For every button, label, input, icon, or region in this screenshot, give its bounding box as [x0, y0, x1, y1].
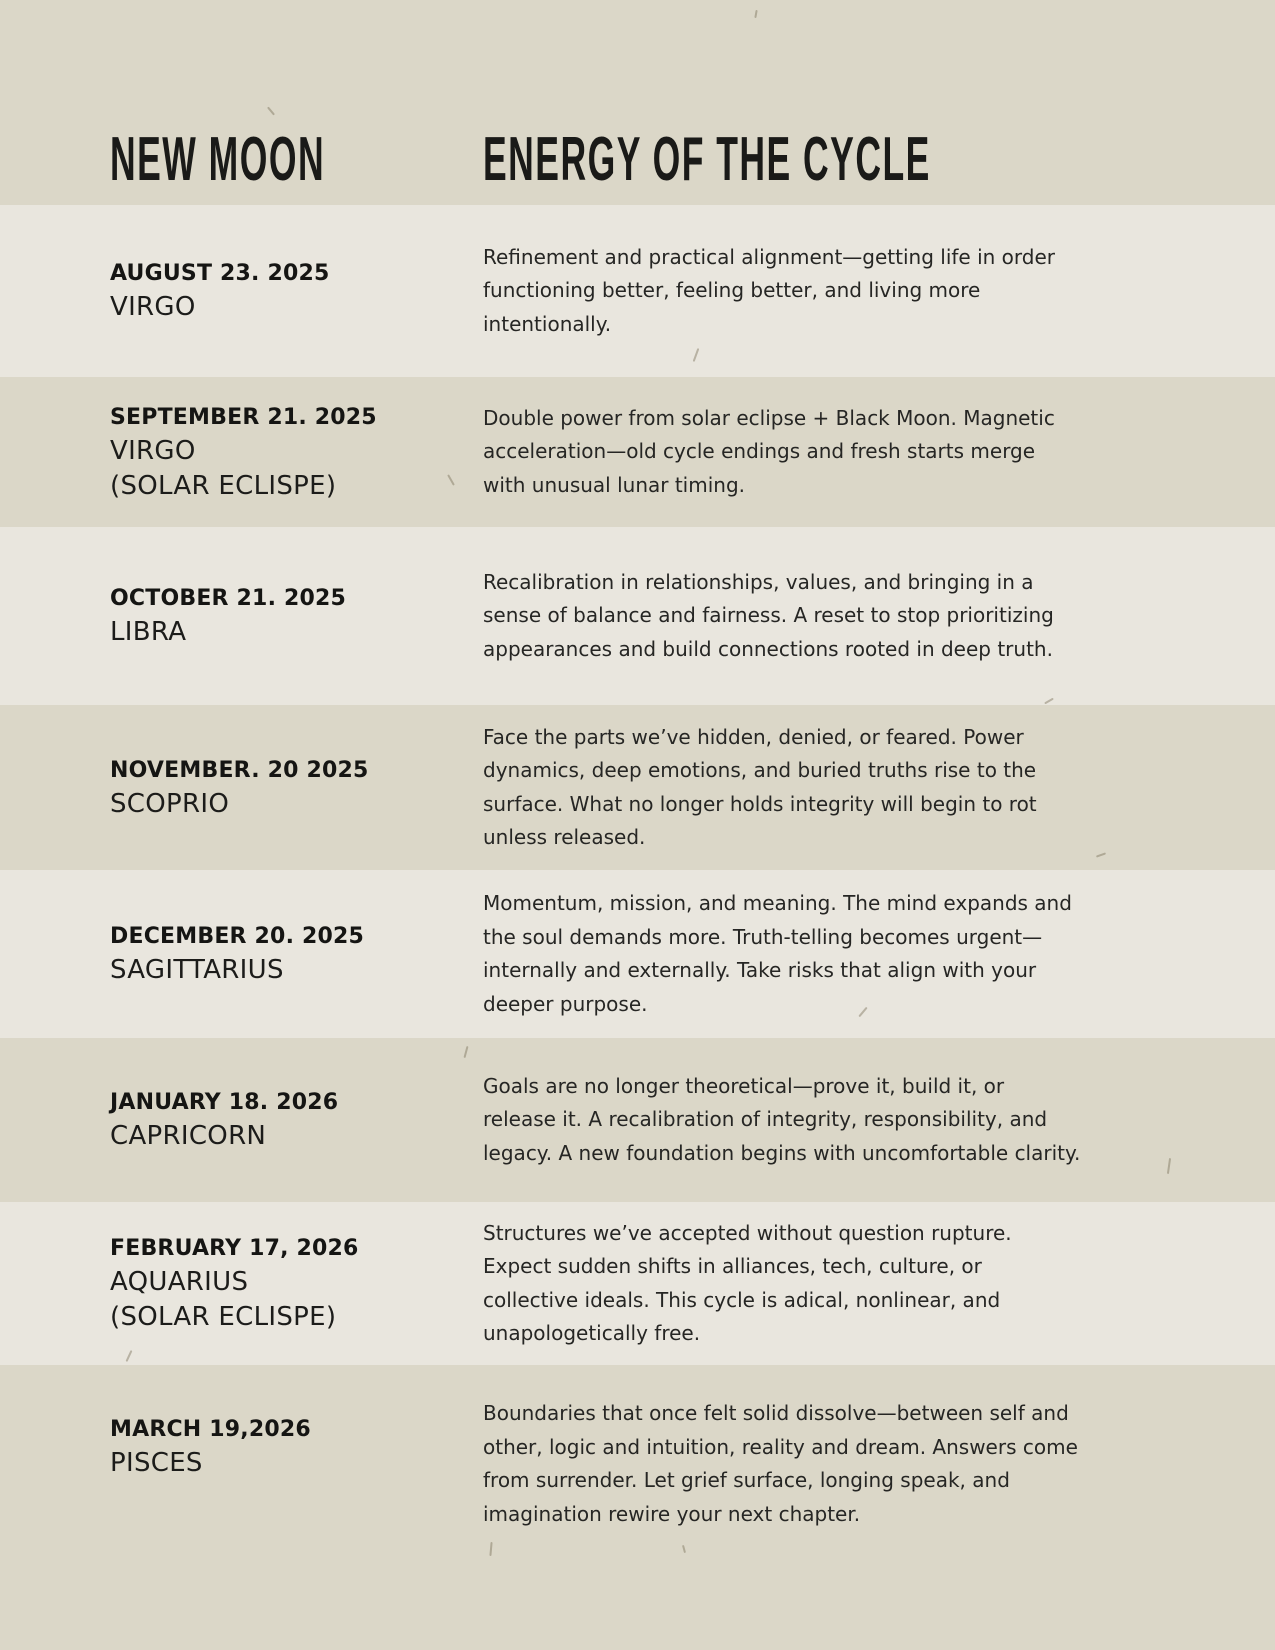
row-description: Boundaries that once felt solid dissolve—between self and other, logic and intuition, reality and dream. Answers come from surrender. Let grief surface, longing speak, and imagination rewire your next chapter.	[483, 1401, 1078, 1526]
table-row	[0, 1202, 1275, 1365]
row-date: AUGUST 23. 2025	[110, 261, 330, 286]
row-description: Refinement and practical alignment—getting life in order functioning better, feeling better, and living more intentionally.	[483, 244, 1056, 336]
row-sign: CAPRICORN	[110, 1121, 267, 1151]
table-row	[0, 205, 1275, 377]
row-description: Goals are no longer theoretical—prove it, build it, or release it. A recalibration of integrity, responsibility, and legacy. A new foundation begins with uncomfortable clarity.	[483, 1073, 1081, 1165]
row-note: (SOLAR ECLISPE)	[110, 470, 337, 501]
table-row	[0, 1038, 1275, 1202]
row-sign: LIBRA	[110, 617, 187, 647]
row-energy-cell	[483, 1038, 1275, 1202]
header-right-cell	[483, 0, 1275, 205]
row-date: SEPTEMBER 21. 2025	[110, 404, 377, 430]
row-energy-cell	[483, 377, 1275, 527]
row-energy-cell	[483, 1365, 1275, 1650]
row-description: Momentum, mission, and meaning. The mind expands and the soul demands more. Truth-telling becomes urgent—internally and externally. Take risks that align with your deeper purpose.	[483, 891, 1072, 1016]
table-row	[0, 705, 1275, 870]
row-sign: SAGITTARIUS	[110, 955, 284, 985]
row-description: Recalibration in relationships, values, and bringing in a sense of balance and fairness. A reset to stop prioritizing appearances and build connections rooted in deep truth.	[483, 569, 1054, 661]
row-moon-cell	[0, 205, 483, 377]
row-energy-cell	[483, 1202, 1275, 1365]
row-moon-cell	[0, 870, 483, 1038]
table-row	[0, 1365, 1275, 1650]
row-date: JANUARY 18. 2026	[110, 1090, 339, 1115]
row-date: OCTOBER 21. 2025	[110, 586, 347, 611]
row-sign: SCOPRIO	[110, 788, 230, 819]
row-moon-cell	[0, 1202, 483, 1365]
row-moon-cell	[0, 527, 483, 705]
row-date: NOVEMBER. 20 2025	[110, 757, 369, 783]
row-description: Face the parts we’ve hidden, denied, or feared. Power dynamics, deep emotions, and buried truths rise to the surface. What no longer holds integrity will begin to rot unless released.	[483, 724, 1037, 849]
header-left-cell	[0, 0, 483, 205]
table-header-row	[0, 0, 1275, 205]
row-energy-cell	[483, 705, 1275, 870]
row-moon-cell	[0, 1365, 483, 1650]
row-moon-cell	[0, 377, 483, 527]
row-energy-cell	[483, 870, 1275, 1038]
row-sign: PISCES	[110, 1448, 203, 1478]
row-moon-cell	[0, 705, 483, 870]
table-row	[0, 527, 1275, 705]
row-energy-cell	[483, 527, 1275, 705]
row-description: Structures we’ve accepted without question rupture. Expect sudden shifts in alliances, tech, culture, or collective ideals. This cycle is adical, nonlinear, and unapologetically free.	[483, 1220, 1012, 1345]
row-description: Double power from solar eclipse + Black Moon. Magnetic acceleration—old cycle endings and fresh starts merge with unusual lunar timing.	[483, 405, 1055, 497]
row-date: FEBRUARY 17, 2026	[110, 1236, 359, 1261]
table-row	[0, 377, 1275, 527]
row-sign: VIRGO	[110, 292, 196, 322]
column-title-new-moon: NEW MOON	[110, 125, 326, 195]
column-title-energy-of-the-cycle: ENERGY OF THE CYCLE	[483, 125, 931, 195]
row-energy-cell	[483, 205, 1275, 377]
table-row	[0, 870, 1275, 1038]
row-sign: VIRGO	[110, 435, 196, 466]
row-date: DECEMBER 20. 2025	[110, 924, 365, 949]
row-moon-cell	[0, 1038, 483, 1202]
row-sign: AQUARIUS	[110, 1267, 249, 1297]
row-date: MARCH 19,2026	[110, 1417, 311, 1442]
row-note: (SOLAR ECLISPE)	[110, 1302, 337, 1332]
